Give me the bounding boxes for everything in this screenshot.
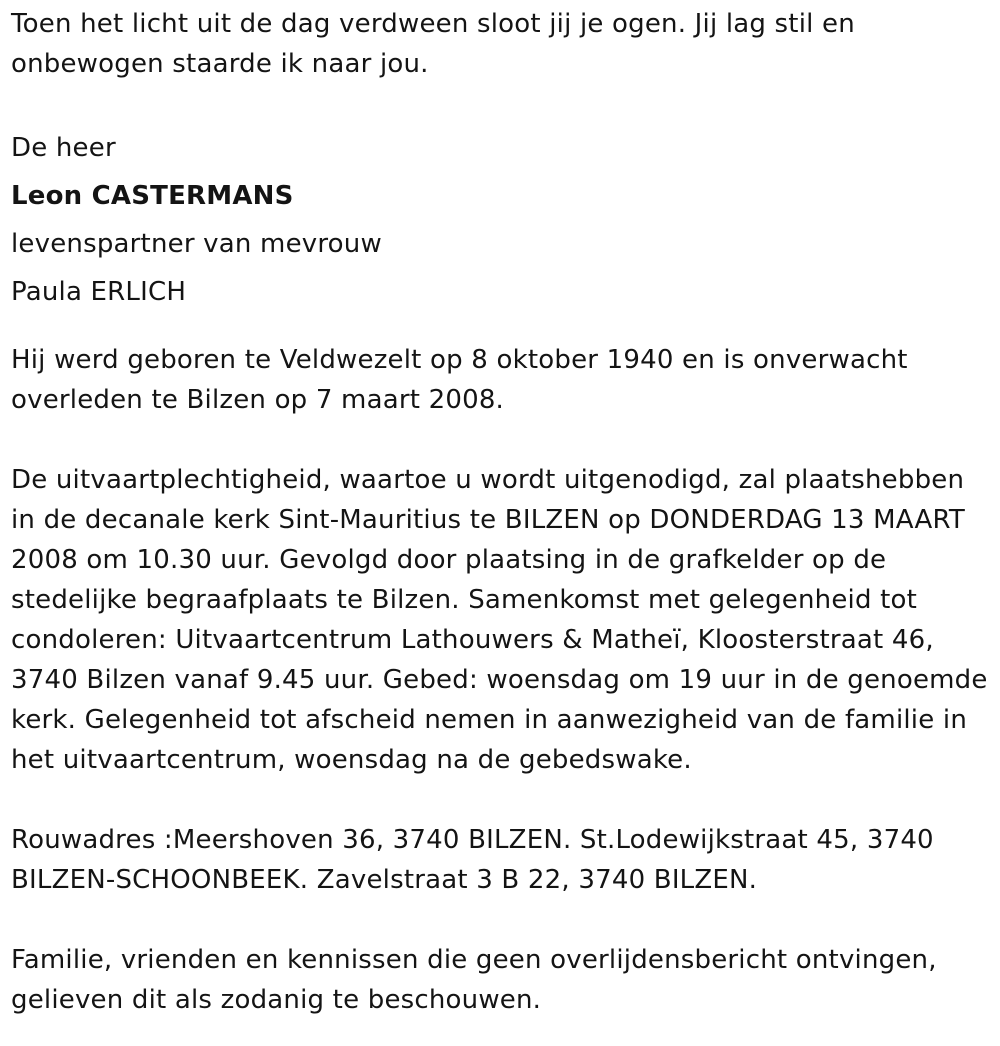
partner-name: Paula ERLICH bbox=[11, 277, 187, 307]
spacer bbox=[11, 780, 990, 820]
addresses-paragraph: Rouwadres :Meershoven 36, 3740 BILZEN. St.Lodewijkstraat 45, 3740 BILZEN-SCHOONBEEK. Zavelstraat 3 B 22, 3740 BILZEN. bbox=[11, 825, 934, 895]
birth-death-paragraph: Hij werd geboren te Veldwezelt op 8 oktober 1940 en is onverwacht overleden te Bilzen op 7 maart 2008. bbox=[11, 345, 908, 415]
spacer bbox=[11, 900, 990, 940]
spacer bbox=[11, 84, 990, 124]
title-prefix: De heer bbox=[11, 133, 116, 163]
intro-verse: Toen het licht uit de dag verdween sloot jij je ogen. Jij lag stil en onbewogen staarde ik naar jou. bbox=[11, 9, 855, 79]
spacer bbox=[11, 316, 990, 340]
spacer bbox=[11, 420, 990, 460]
partner-label: levenspartner van mevrouw bbox=[11, 229, 382, 259]
deceased-name: Leon CASTERMANS bbox=[11, 181, 294, 211]
closing-paragraph: Familie, vrienden en kennissen die geen overlijdensbericht ontvingen, gelieven dit als zodanig te beschouwen. bbox=[11, 945, 937, 1015]
ceremony-paragraph: De uitvaartplechtigheid, waartoe u wordt uitgenodigd, zal plaatshebben in de decanale kerk Sint-Mauritius te BILZEN op DONDERDAG 13 MAART 2008 om 10.30 uur. Gevolgd door plaatsing in de grafkelder op de stedelijke begraafplaats te Bilzen. Samenkomst met gelegenheid tot condoleren: Uitvaartcentrum Lathouwers & Matheï, Kloosterstraat 46, 3740 Bilzen vanaf 9.45 uur. Gebed: woensdag om 19 uur in de genoemde kerk. Gelegenheid tot afscheid nemen in aanwezigheid van de familie in het uitvaartcentrum, woensdag na de gebedswake. bbox=[11, 465, 988, 775]
